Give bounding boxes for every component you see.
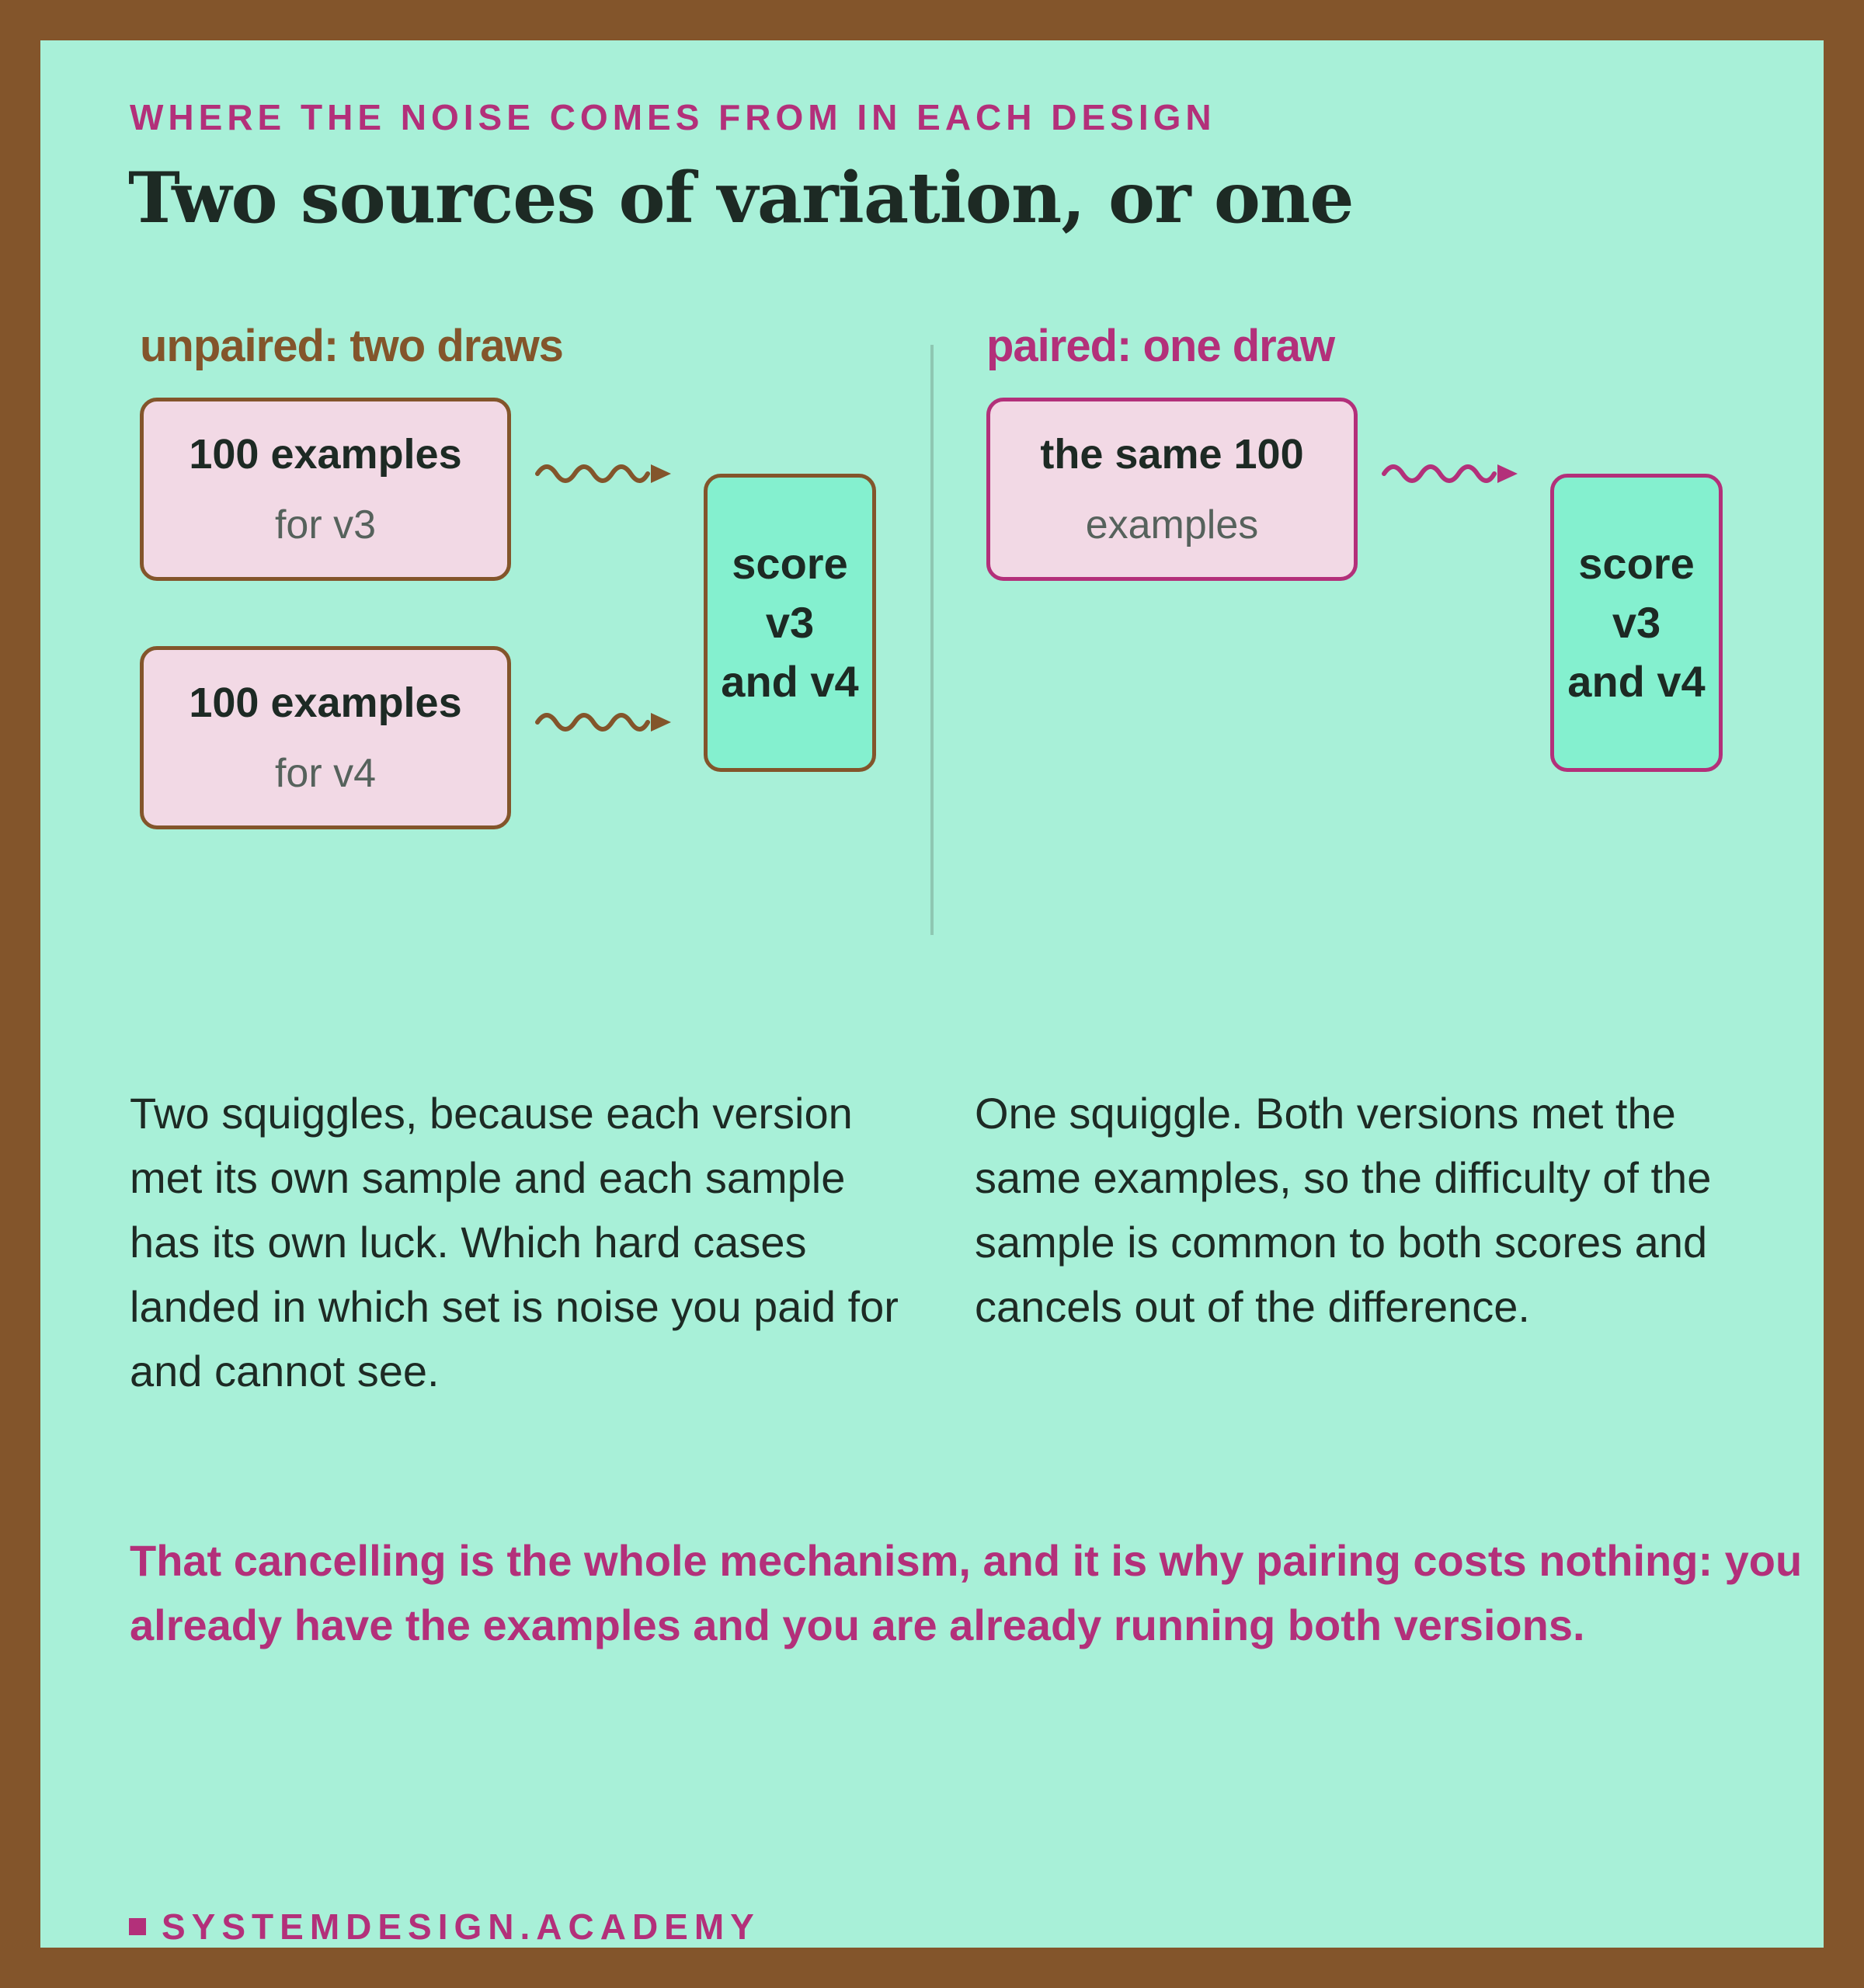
page-title: Two sources of variation, or one (128, 157, 1354, 239)
paired-description: One squiggle. Both versions met the same examples, so the difficulty of the sample is common to both scores and cancels out of the difference. (975, 1089, 1712, 1331)
score-line: and v4 (1567, 657, 1706, 706)
unpaired-score-box (704, 474, 876, 772)
brand-square-icon (129, 1918, 146, 1935)
unpaired-source-v3-box (140, 398, 511, 581)
unpaired-source-v4-box (140, 646, 511, 829)
source-main-text: the same 100 (1040, 431, 1304, 478)
unpaired-label: unpaired: two draws (140, 321, 563, 371)
column-divider (930, 345, 934, 935)
score-line: v3 (765, 598, 815, 647)
score-line: score (1578, 539, 1695, 588)
squiggle-arrow-icon (1381, 450, 1521, 497)
squiggle-arrow-icon (534, 450, 674, 497)
source-sub-text: for v3 (274, 502, 377, 547)
score-line: v3 (1612, 598, 1661, 647)
score-line: score (732, 539, 848, 588)
source-sub-text: for v4 (274, 751, 377, 796)
footer (129, 1906, 760, 1948)
source-main-text: 100 examples (189, 679, 462, 726)
source-sub-text: examples (1085, 502, 1259, 547)
score-line: and v4 (721, 657, 859, 706)
paired-label: paired: one draw (986, 321, 1335, 371)
squiggle-arrow-icon (534, 699, 674, 746)
unpaired-description: Two squiggles, because each version met its own sample and each sample has its own luck. Which hard cases landed in which set is noise you paid for and cannot see. (130, 1089, 899, 1395)
paired-score-box (1550, 474, 1723, 772)
eyebrow: WHERE THE NOISE COMES FROM IN EACH DESIGN (130, 97, 1216, 137)
conclusion-text: That cancelling is the whole mechanism, and it is why pairing costs nothing: you already have the examples and you are already running both versions. (130, 1536, 1803, 1649)
source-main-text: 100 examples (189, 431, 462, 478)
footer-brand: SYSTEMDESIGN.ACADEMY (162, 1906, 760, 1947)
paired-source-box (986, 398, 1358, 581)
infographic-card (40, 40, 1824, 1948)
